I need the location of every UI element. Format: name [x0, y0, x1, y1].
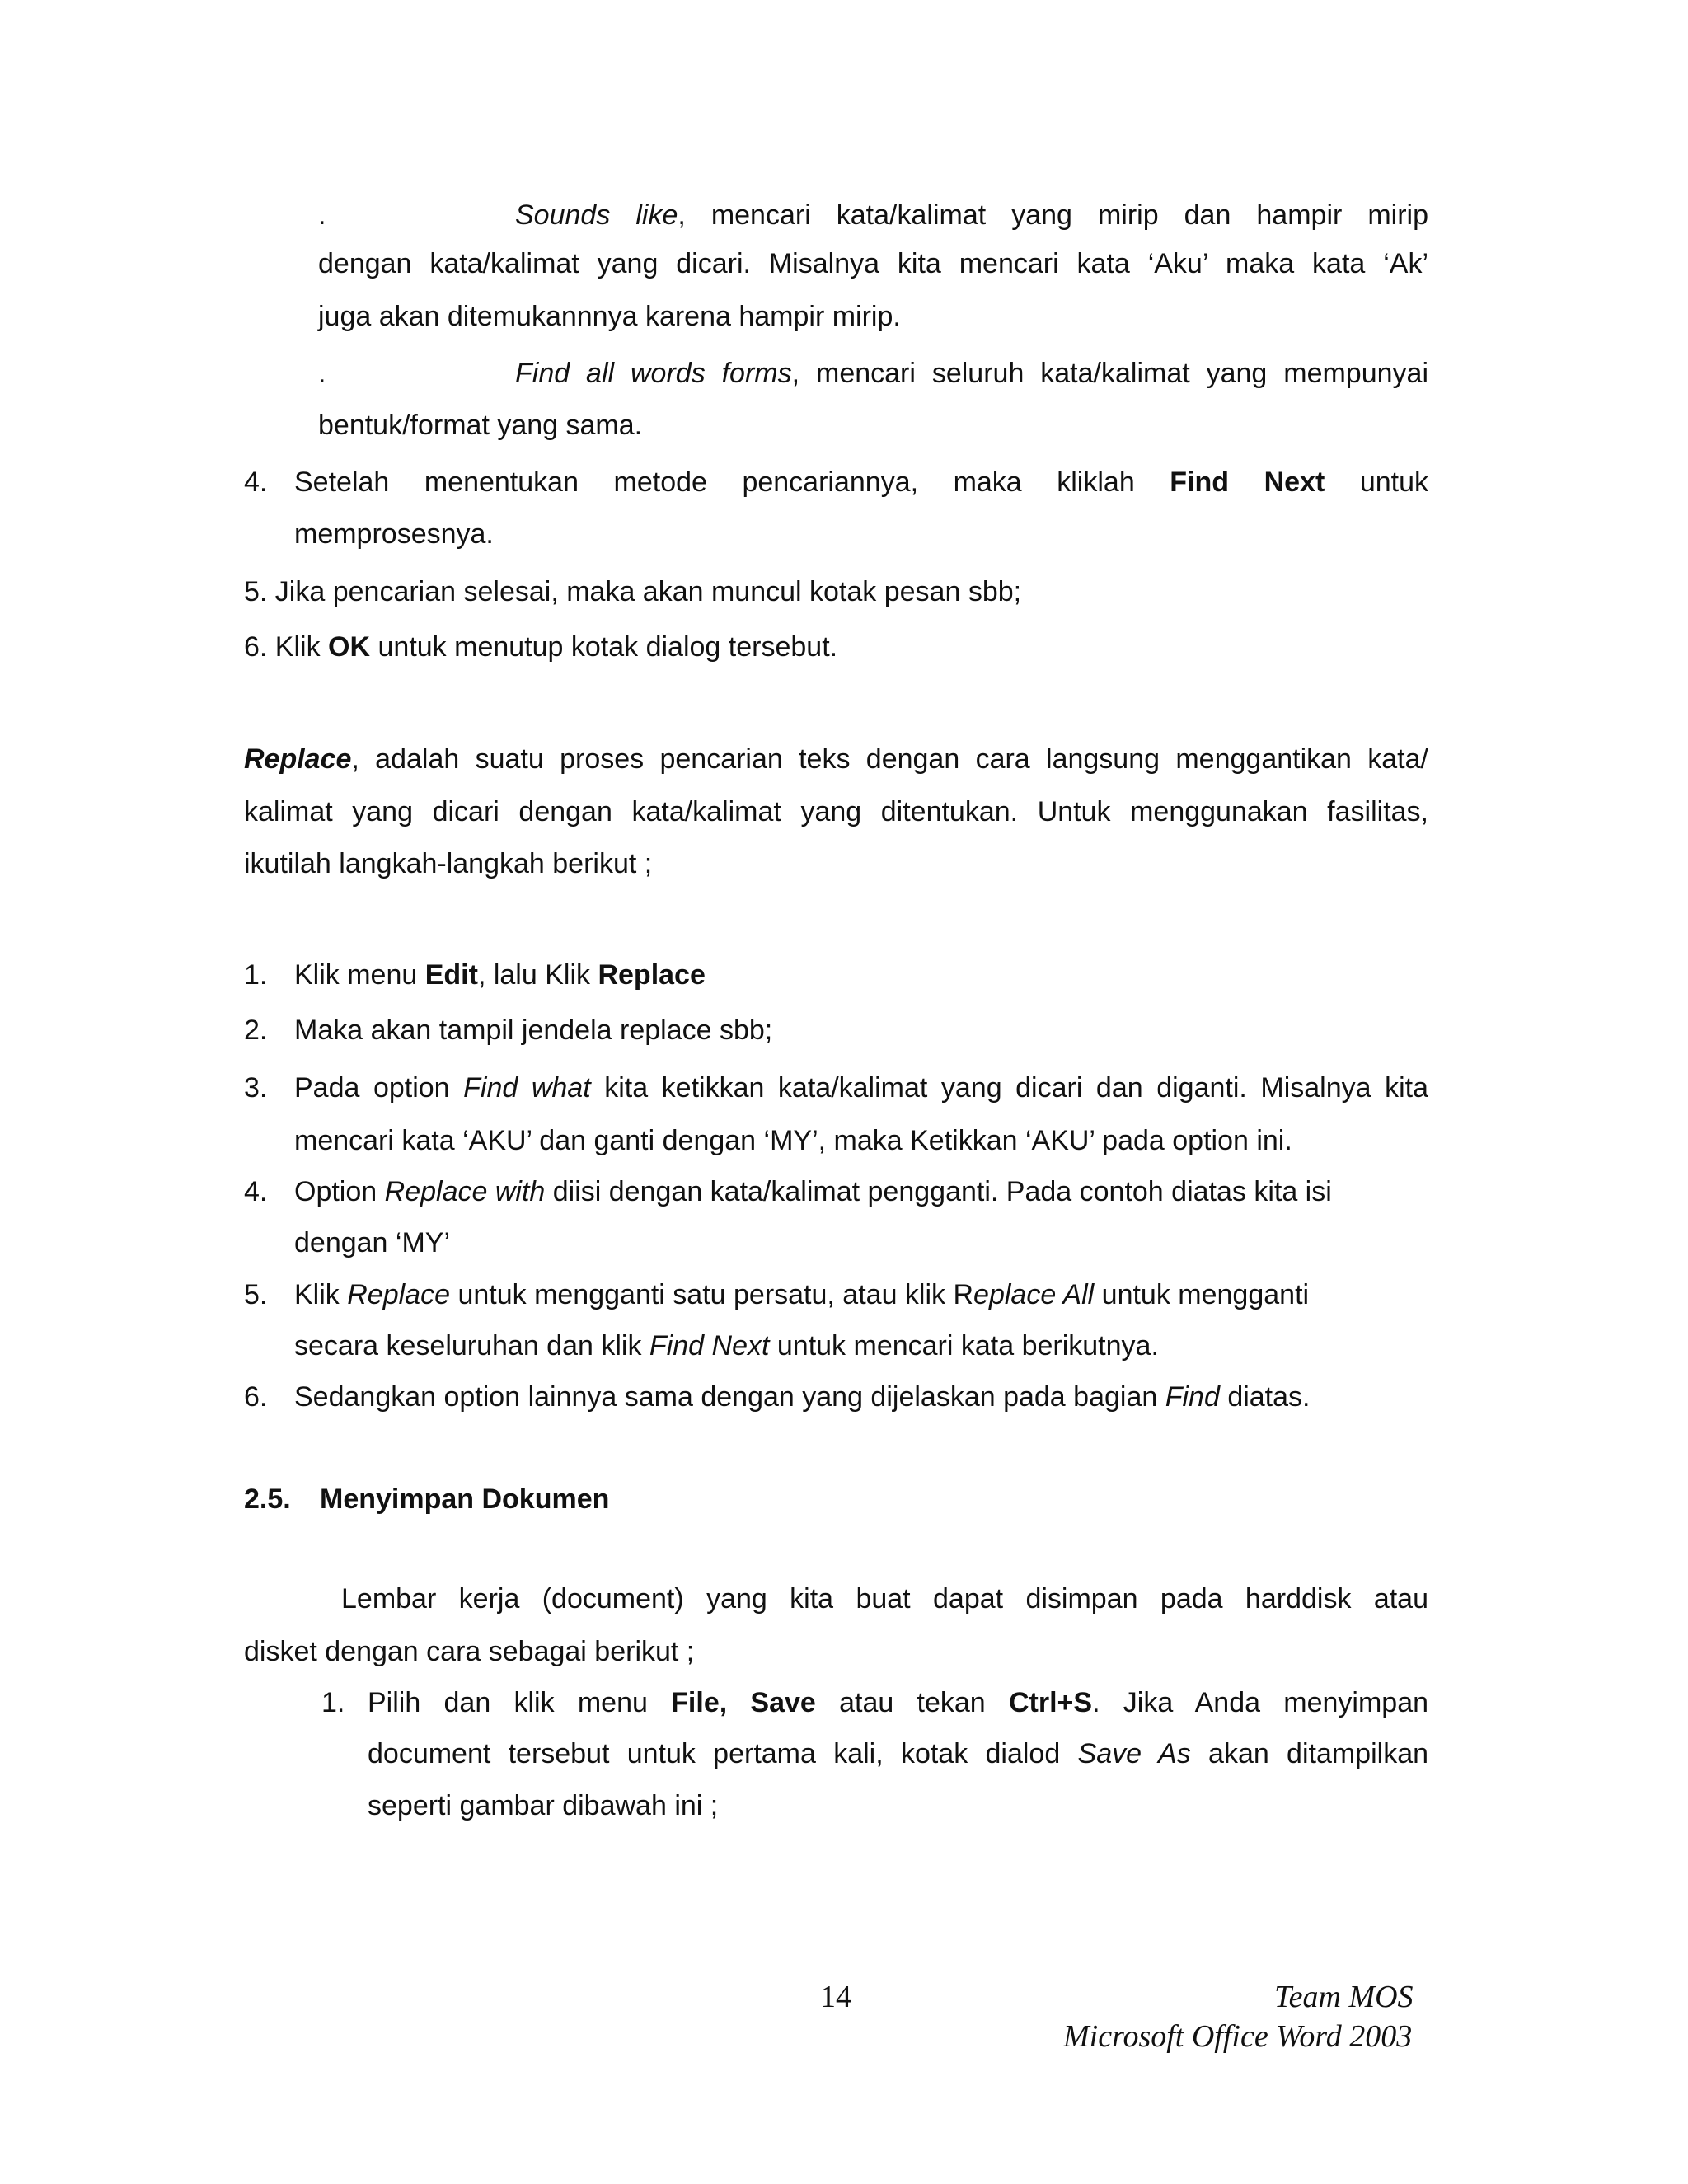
- save-step-1-line-2-post: akan ditampilkan: [1208, 1738, 1429, 1769]
- save-step-1-post: . Jika Anda menyimpan: [1092, 1687, 1429, 1718]
- find-step-4-text-end: untuk: [1359, 466, 1428, 498]
- find-next-italic-label: Find Next: [649, 1330, 770, 1361]
- replace-menu-label: Replace: [598, 959, 706, 991]
- find-step-6: [244, 629, 837, 665]
- replace-step-5-line-2-pre: secara keseluruhan dan klik: [294, 1330, 642, 1361]
- find-all-forms-bullet: .: [318, 358, 326, 389]
- replace-step-5-line-1: [294, 1277, 1309, 1313]
- replace-term: Replace: [244, 743, 352, 775]
- replace-step-1: [294, 957, 706, 993]
- section-number: 2.5.: [244, 1483, 291, 1515]
- find-step-4-line-2: memprosesnya.: [294, 518, 494, 550]
- replace-step-1-number: 1.: [244, 959, 268, 991]
- replace-step-4-number: 4.: [244, 1176, 268, 1207]
- replace-intro-line-1: [244, 741, 1428, 777]
- replace-step-5-post: untuk mengganti: [1101, 1279, 1310, 1310]
- footer-product: Microsoft Office Word 2003: [1063, 2019, 1413, 2054]
- replace-step-4-line-2: dengan ‘MY’: [294, 1227, 451, 1258]
- replace-step-6-number: 6.: [244, 1381, 268, 1413]
- replace-step-4-line-1: [294, 1174, 1332, 1210]
- find-italic-label: Find: [1165, 1381, 1220, 1413]
- save-step-1-number: 1.: [321, 1687, 345, 1718]
- save-step-1-line-2-pre: document tersebut untuk pertama kali, kotak dialod: [368, 1738, 1061, 1769]
- replace-step-3-post: kita ketikkan kata/kalimat yang dicari dan diganti. Misalnya kita: [604, 1072, 1428, 1104]
- save-step-1-mid: atau tekan: [839, 1687, 986, 1718]
- find-step-5: 5. Jika pencarian selesai, maka akan muncul kotak pesan sbb;: [244, 576, 1022, 607]
- sounds-like-desc: , mencari kata/kalimat yang mirip dan hampir mirip: [678, 199, 1428, 231]
- find-all-forms-line-1: [515, 355, 1428, 391]
- sounds-like-line-1: [515, 197, 1428, 233]
- edit-menu-label: Edit: [424, 959, 478, 991]
- replace-step-2-number: 2.: [244, 1015, 268, 1046]
- replace-step-6-post: diatas.: [1227, 1381, 1311, 1413]
- replace-step-1-pre: Klik menu: [294, 959, 418, 991]
- save-step-1-line-2: [368, 1736, 1428, 1772]
- find-what-label: Find what: [463, 1072, 591, 1104]
- save-step-1-line-1: [368, 1685, 1428, 1721]
- replace-step-2: Maka akan tampil jendela replace sbb;: [294, 1015, 773, 1046]
- replace-intro-desc: , adalah suatu proses pencarian teks dengan cara langsung menggantikan kata/: [351, 743, 1428, 775]
- sounds-like-line-3: juga akan ditemukannnya karena hampir mirip.: [318, 301, 901, 332]
- replace-step-5-mid: untuk mengganti satu persatu, atau klik R: [457, 1279, 974, 1310]
- replace-step-4-post: diisi dengan kata/kalimat pengganti. Pada contoh diatas kita isi: [552, 1176, 1332, 1207]
- replace-intro-line-2: kalimat yang dicari dengan kata/kalimat yang ditentukan. Untuk menggunakan fasilitas,: [244, 796, 1428, 827]
- find-step-6-post: untuk menutup kotak dialog tersebut.: [377, 631, 838, 663]
- save-as-label: Save As: [1077, 1738, 1191, 1769]
- replace-step-4-pre: Option: [294, 1176, 377, 1207]
- save-step-1-pre: Pilih dan klik menu: [368, 1687, 648, 1718]
- find-step-4-line-1: [294, 464, 1428, 500]
- save-step-1-line-3: seperti gambar dibawah ini ;: [368, 1790, 719, 1821]
- replace-step-6-pre: Sedangkan option lainnya sama dengan yang dijelaskan pada bagian: [294, 1381, 1158, 1413]
- find-all-forms-term: Find all words forms: [515, 358, 792, 389]
- page-number: 14: [820, 1980, 851, 2014]
- find-step-4-text: Setelah menentukan metode pencariannya, maka kliklah: [294, 466, 1135, 498]
- replace-step-5-number: 5.: [244, 1279, 268, 1310]
- find-step-6-pre: 6. Klik: [244, 631, 321, 663]
- replace-step-3-line-1: [294, 1070, 1428, 1106]
- footer-team: Team MOS: [1274, 1980, 1414, 2014]
- sounds-like-line-2: dengan kata/kalimat yang dicari. Misalnya kita mencari kata ‘Aku’ maka kata ‘Ak’: [318, 248, 1428, 279]
- save-intro-line-2: disket dengan cara sebagai berikut ;: [244, 1636, 695, 1667]
- find-step-4-number: 4.: [244, 466, 268, 498]
- sounds-like-term: Sounds like: [515, 199, 678, 231]
- replace-intro-line-3: ikutilah langkah-langkah berikut ;: [244, 848, 653, 879]
- find-all-forms-line-2: bentuk/format yang sama.: [318, 410, 643, 441]
- file-save-label: File, Save: [671, 1687, 816, 1718]
- save-intro-line-1: Lembar kerja (document) yang kita buat dapat disimpan pada harddisk atau: [341, 1583, 1428, 1615]
- replace-with-label: Replace with: [384, 1176, 546, 1207]
- find-all-forms-desc: , mencari seluruh kata/kalimat yang mempunyai: [791, 358, 1428, 389]
- section-title: Menyimpan Dokumen: [320, 1483, 610, 1515]
- replace-all-label: eplace All: [973, 1279, 1095, 1310]
- replace-step-1-mid: , lalu Klik: [477, 959, 591, 991]
- replace-step-5-line-2-post: untuk mencari kata berikutnya.: [776, 1330, 1159, 1361]
- sounds-like-bullet: .: [318, 199, 326, 231]
- replace-step-5-pre: Klik: [294, 1279, 340, 1310]
- replace-step-3-number: 3.: [244, 1072, 268, 1104]
- replace-step-6: [294, 1379, 1311, 1415]
- ctrl-s-label: Ctrl+S: [1008, 1687, 1093, 1718]
- find-next-label: Find Next: [1170, 466, 1325, 498]
- replace-step-3-pre: Pada option: [294, 1072, 450, 1104]
- ok-label: OK: [328, 631, 371, 663]
- replace-step-3-line-2: mencari kata ‘AKU’ dan ganti dengan ‘MY’, maka Ketikkan ‘AKU’ pada option ini.: [294, 1125, 1292, 1156]
- replace-label: Replace: [347, 1279, 450, 1310]
- replace-step-5-line-2: [294, 1328, 1159, 1364]
